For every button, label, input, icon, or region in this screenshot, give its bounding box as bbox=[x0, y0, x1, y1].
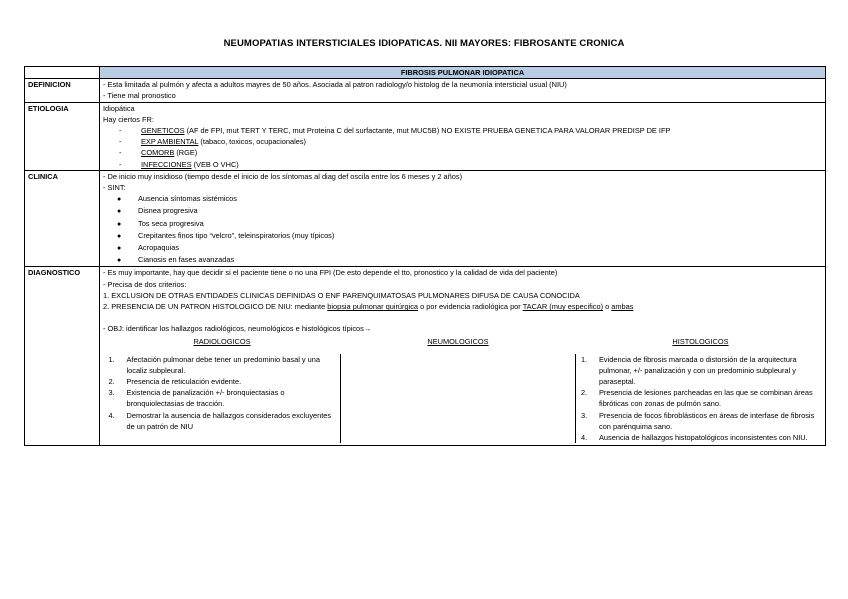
row-clinica bbox=[25, 170, 826, 267]
radiologicos-cell bbox=[104, 354, 341, 444]
content-clinica bbox=[100, 170, 826, 267]
diagnostico-line: 2. PRESENCIA DE UN PATRON HISTOLOGICO DE NIU: mediante biopsia pulmonar quirúrgica o por evidencia radiológica por TACAR (muy especifico) o ambas bbox=[103, 302, 634, 312]
table-header: FIBROSIS PULMONAR IDIOPATICA bbox=[100, 67, 826, 79]
definicion-line: - Esta limitada al pulmón y afecta a adultos mayres de 50 años. Asociada al patron radiology/o histolog de la neumonía intersticial usual (NIU) bbox=[103, 80, 567, 90]
bullet-icon: ● bbox=[117, 245, 122, 253]
document-title: NEUMOPATIAS INTERSTICIALES IDIOPATICAS. NII MAYORES: FIBROSANTE CRONICA bbox=[223, 38, 625, 49]
label-diagnostico: DIAGNOSTICO bbox=[25, 267, 100, 446]
label-etiologia: ETIOLOGIA bbox=[25, 102, 100, 170]
definicion-line: - Tiene mal pronostico bbox=[103, 91, 176, 101]
etiologia-item: - COMORB (RGE) bbox=[119, 148, 198, 158]
diagnostico-line: 1. EXCLUSION DE OTRAS ENTIDADES CLINICAS DEFINIDAS O ENF PARENQUIMATOSAS PULMONARES DIFUSA DE CAUSA CONOCIDA bbox=[103, 290, 580, 300]
hallazgos-table bbox=[103, 336, 825, 443]
diagnostico-obj: - OBJ: identificar los hallazgos radiológicos, neumológicos e histológicos típicos→ bbox=[103, 324, 372, 334]
bullet-icon: ● bbox=[117, 196, 122, 204]
row-diagnostico bbox=[25, 267, 826, 446]
etiologia-item-key: INFECCIONES bbox=[141, 159, 192, 169]
diagnostico-line: - Es muy importante, hay que decidir si el paciente tiene o no una FPI (De esto depende el tto, pronostico y la calidad de vida del paciente) bbox=[103, 268, 558, 278]
etiologia-item: - EXP AMBIENTAL (tabaco, toxicos, ocupacionales) bbox=[119, 137, 307, 147]
list-item: 2. Presencia de lesiones parcheadas en las que se combinan áreas fibróticas con zonas de pulmón sano. bbox=[581, 388, 813, 409]
list-item: ● Tos seca progresiva bbox=[103, 218, 822, 230]
clinica-line: - SINT: bbox=[103, 183, 126, 193]
clinica-line: - De inicio muy insidioso (tiempo desde el inicio de los síntomas al diag def oscila entre los 6 meses y 2 años) bbox=[103, 171, 463, 181]
etiologia-item-text: (tabaco, toxicos, ocupacionales) bbox=[198, 137, 307, 147]
diagnostico-line: - Precisa de dos criterios: bbox=[103, 279, 187, 289]
list-item: 4. Demostrar la ausencia de hallazgos considerados excluyentes de un patrón de NIU bbox=[108, 410, 332, 431]
list-item: ● Acropaquias bbox=[103, 242, 822, 254]
list-item: 3. Existencia de panalización +/- bronquiectasias o bronquiolectasias de tracción. bbox=[108, 388, 285, 409]
etiologia-item-text: (AF de FPI, mut TERT Y TERC, mut Proteina C del surfactante, mut MUC5B) NO EXISTE PRUEBA GENETICA PARA VALORAR PREDISP DE IFP bbox=[184, 126, 671, 136]
list-item: ● Ausencia síntomas sistémicos bbox=[103, 193, 822, 205]
bullet-icon: ● bbox=[117, 257, 122, 265]
list-item: ● Cianosis en fases avanzadas bbox=[103, 254, 822, 266]
etiologia-item-key: COMORB bbox=[141, 148, 175, 158]
list-item: 4. Ausencia de hallazgos histopatológicos inconsistentes con NIU. bbox=[581, 433, 808, 443]
content-etiologia bbox=[100, 102, 826, 170]
header-empty-cell bbox=[25, 67, 100, 79]
list-item: 1. Evidencia de fibrosis marcada o distorsión de la arquitectura pulmonar, +/- panalización y con un predominio subpleural y paraseptal. bbox=[581, 354, 797, 387]
histologicos-cell bbox=[576, 354, 826, 444]
list-item: 1. Afectación pulmonar debe tener un predominio basal y una localiz subpleural. bbox=[108, 354, 321, 375]
bullet-icon: ● bbox=[117, 208, 122, 216]
row-etiologia bbox=[25, 102, 826, 170]
etiologia-item-text: (RGE) bbox=[174, 148, 198, 158]
content-definicion bbox=[100, 79, 826, 102]
list-item: ● Disnea progresiva bbox=[103, 205, 822, 217]
col-neumologicos: NEUMOLOGICOS bbox=[427, 337, 489, 347]
etiologia-item-key: EXP AMBIENTAL bbox=[141, 137, 199, 147]
label-clinica: CLINICA bbox=[25, 170, 100, 267]
col-histologicos: HISTOLOGICOS bbox=[672, 337, 729, 347]
list-item: 3. Presencia de focos fibroblásticos en áreas de interfase de fibrosis con parénquima sano. bbox=[581, 410, 815, 431]
col-radiologicos: RADIOLOGICOS bbox=[193, 337, 251, 347]
table-header-row bbox=[25, 67, 826, 79]
etiologia-item-text: (VEB O VHC) bbox=[191, 159, 239, 169]
bullet-icon: ● bbox=[117, 232, 122, 240]
content-diagnostico bbox=[100, 267, 826, 446]
etiologia-item: - INFECCIONES (VEB O VHC) bbox=[119, 159, 239, 169]
label-definicion: DEFINICION bbox=[25, 79, 100, 102]
bullet-icon: ● bbox=[117, 220, 122, 228]
row-definicion bbox=[25, 79, 826, 102]
neumologicos-cell bbox=[341, 354, 576, 444]
etiologia-intro: Hay ciertos FR: bbox=[103, 114, 154, 124]
etiologia-item: - GENETICOS (AF de FPI, mut TERT Y TERC, mut Proteina C del surfactante, mut MUC5B) NO EXISTE PRUEBA GENETICA PARA VALORAR PREDISP DE IFP bbox=[119, 126, 671, 136]
etiologia-intro: Idiopática bbox=[103, 103, 135, 113]
etiologia-item-key: GENETICOS bbox=[141, 126, 185, 136]
list-item: ● Crepitantes finos tipo “velcro”, teleinspiratorios (muy típicos) bbox=[103, 230, 822, 242]
fpi-table bbox=[24, 66, 826, 446]
list-item: 2. Presencia de reticulación evidente. bbox=[108, 377, 242, 387]
